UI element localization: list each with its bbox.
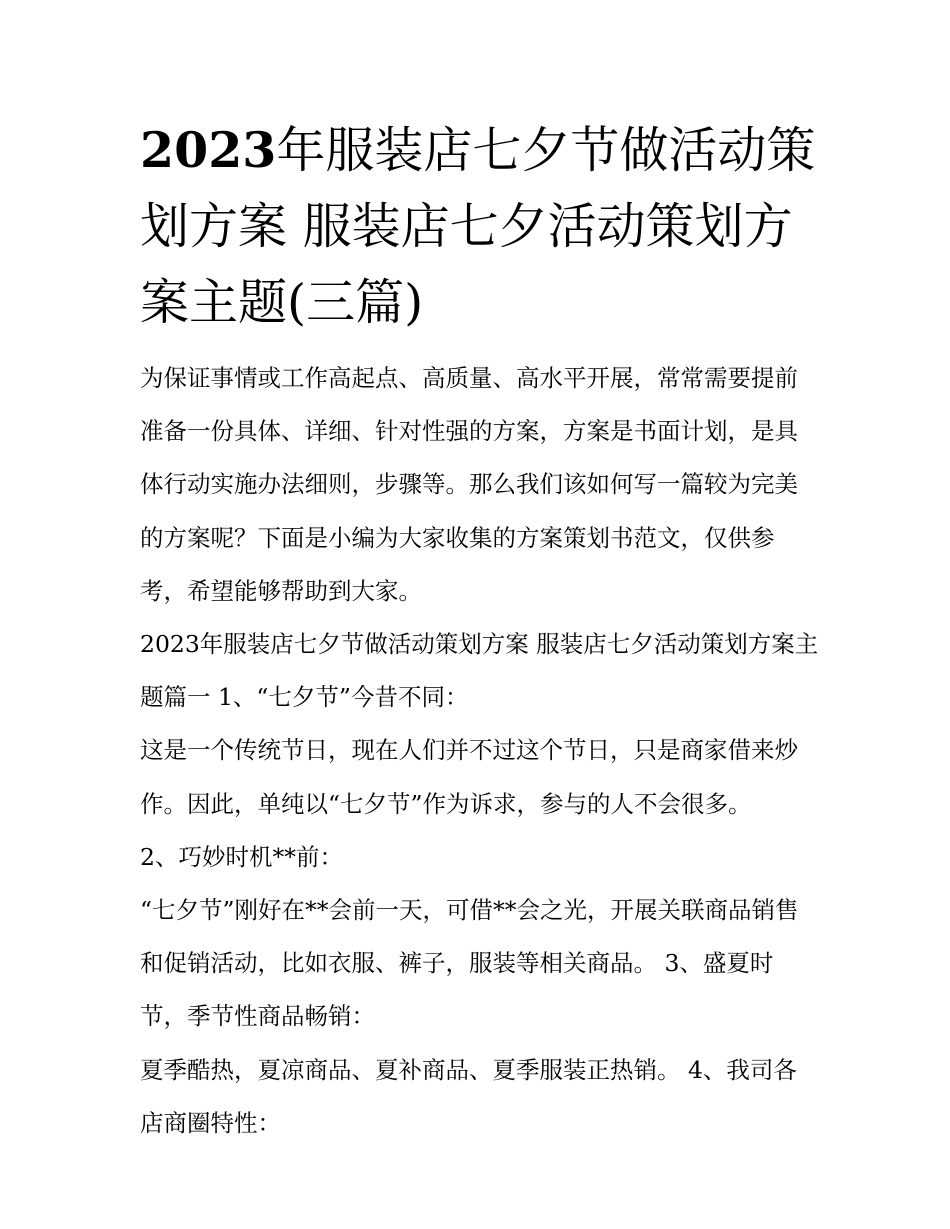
paragraph-intro: 为保证事情或工作高起点、高质量、高水平开展，常常需要提前准备一份具体、详细、针对性强的方案，方案是书面计划，是具体行动实施办法细则，步骤等。那么我们该如何写一篇较为完美的方案呢？下面是小编为大家收集的方案策划书范文，仅供参考，希望能够帮助到大家。 [140, 364, 798, 605]
title-year: 2023 [140, 121, 277, 179]
title-text: 年服装店七夕节做活动策划方案 服装店七夕活动策划方案主题(三篇) [140, 122, 816, 331]
paragraph-summer: 夏季酷热，夏凉商品、夏补商品、夏季服装正热销。 4、我司各店商圈特性： [140, 1055, 797, 1137]
paragraph-timing: 2、巧妙时机**前： [140, 842, 343, 871]
paragraph-promotion: “七夕节”刚好在**会前一天，可借**会之光，开展关联商品销售和促销活动，比如衣服、裤子，服装等相关商品。 3、盛夏时节，季节性商品畅销： [140, 896, 799, 1031]
paragraph-section-heading: 2023年服装店七夕节做活动策划方案 服装店七夕活动策划方案主题篇一 1、“七夕节”今昔不同： [140, 630, 819, 712]
document-title [140, 112, 820, 341]
document-body [140, 352, 820, 1150]
paragraph-tradition: 这是一个传统节日，现在人们并不过这个节日，只是商家借来炒作。因此，单纯以“七夕节”作为诉求，参与的人不会很多。 [140, 736, 798, 818]
